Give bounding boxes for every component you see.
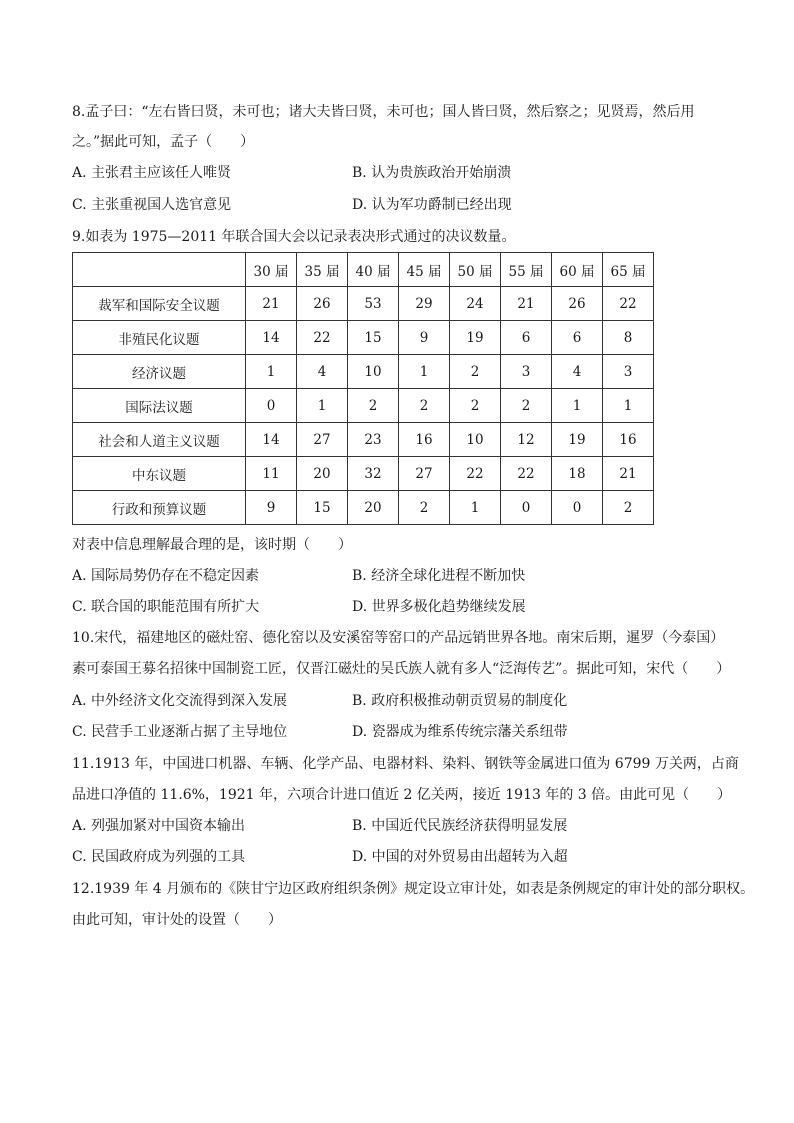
- table-cell: 2: [603, 491, 654, 525]
- table-row: [73, 321, 654, 355]
- table-cell: 6: [552, 321, 603, 355]
- table-cell: 14: [246, 321, 297, 355]
- table-cell: 1: [399, 355, 450, 389]
- row-label: 中东议题: [73, 457, 246, 491]
- table-cell: 6: [501, 321, 552, 355]
- table-cell: 12: [501, 423, 552, 457]
- table-cell: 2: [348, 389, 399, 423]
- table-header-cell: 30 届: [246, 253, 297, 287]
- table-cell: 10: [348, 355, 399, 389]
- q9-option-c[interactable]: C. 联合国的职能范围有所扩大: [72, 599, 260, 615]
- table-row: [73, 355, 654, 389]
- table-cell: 1: [552, 389, 603, 423]
- table-header-cell: 45 届: [399, 253, 450, 287]
- table-header-cell: 65 届: [603, 253, 654, 287]
- q10-option-b[interactable]: B. 政府积极推动朝贡贸易的制度化: [352, 693, 568, 709]
- table-cell: 2: [450, 355, 501, 389]
- table-cell: 21: [603, 457, 654, 491]
- table-header-cell: 55 届: [501, 253, 552, 287]
- table-row: [73, 423, 654, 457]
- table-cell: 9: [399, 321, 450, 355]
- table-cell: 20: [348, 491, 399, 525]
- table-row: [73, 491, 654, 525]
- table-cell: 3: [501, 355, 552, 389]
- q11-stem-line-2: 品进口净值的 11.6%，1921 年，六项合计进口值近 2 亿关两，接近 1913 年的 3 倍。由此可见（ ）: [72, 787, 732, 803]
- q11-option-b[interactable]: B. 中国近代民族经济获得明显发展: [352, 818, 568, 834]
- q11-stem-line-1: 11.1913 年，中国进口机器、车辆、化学产品、电器材料、染料、钢铁等金属进口值为 6799 万关两，占商: [72, 756, 739, 772]
- table-cell: 16: [399, 423, 450, 457]
- table-cell: 1: [246, 355, 297, 389]
- q11-option-a[interactable]: A. 列强加紧对中国资本输出: [72, 818, 246, 834]
- table-cell: 9: [246, 491, 297, 525]
- q11-option-d[interactable]: D. 中国的对外贸易由出超转为入超: [352, 849, 568, 865]
- table-cell: 16: [603, 423, 654, 457]
- row-label: 国际法议题: [73, 389, 246, 423]
- row-label: 非殖民化议题: [73, 321, 246, 355]
- table-cell: 8: [603, 321, 654, 355]
- table-header-cell: [73, 253, 246, 287]
- q12-stem-line-1: 12.1939 年 4 月颁布的《陕甘宁边区政府组织条例》规定设立审计处，如表是条例规定的审计处的部分职权。: [72, 881, 755, 897]
- table-cell: 22: [501, 457, 552, 491]
- q10-option-a[interactable]: A. 中外经济文化交流得到深入发展: [72, 693, 288, 709]
- q8-option-d[interactable]: D. 认为军功爵制已经出现: [352, 197, 512, 213]
- table-cell: 53: [348, 287, 399, 321]
- row-label: 经济议题: [73, 355, 246, 389]
- table-header-cell: 50 届: [450, 253, 501, 287]
- table-row: [73, 389, 654, 423]
- q8-stem-line-2: 之。”据此可知，孟子（ ）: [72, 134, 255, 150]
- table-cell: 0: [552, 491, 603, 525]
- table-cell: 11: [246, 457, 297, 491]
- table-cell: 19: [450, 321, 501, 355]
- q8-option-a[interactable]: A. 主张君主应该任人唯贤: [72, 165, 232, 181]
- resolutions-table: [72, 252, 654, 525]
- q8-option-c[interactable]: C. 主张重视国人选官意见: [72, 197, 232, 213]
- table-cell: 26: [297, 287, 348, 321]
- table-cell: 15: [297, 491, 348, 525]
- table-row: [73, 457, 654, 491]
- table-cell: 23: [348, 423, 399, 457]
- table-cell: 14: [246, 423, 297, 457]
- row-label: 社会和人道主义议题: [73, 423, 246, 457]
- table-cell: 29: [399, 287, 450, 321]
- table-row: [73, 287, 654, 321]
- table-cell: 2: [399, 491, 450, 525]
- table-cell: 27: [297, 423, 348, 457]
- table-cell: 26: [552, 287, 603, 321]
- table-cell: 22: [297, 321, 348, 355]
- q10-stem-line-2: 素可泰国王募名招徕中国制瓷工匠，仅晋江磁灶的吴氏族人就有多人“泛海传艺”。据此可知，宋代（ ）: [72, 661, 731, 677]
- table-header-cell: 60 届: [552, 253, 603, 287]
- table-cell: 2: [450, 389, 501, 423]
- q9-question: 对表中信息理解最合理的是，该时期（ ）: [72, 537, 352, 553]
- table-cell: 15: [348, 321, 399, 355]
- q9-option-d[interactable]: D. 世界多极化趋势继续发展: [352, 599, 526, 615]
- q10-option-d[interactable]: D. 瓷器成为维系传统宗藩关系纽带: [352, 724, 568, 740]
- row-label: 裁军和国际安全议题: [73, 287, 246, 321]
- table-cell: 27: [399, 457, 450, 491]
- table-cell: 22: [603, 287, 654, 321]
- table-cell: 4: [552, 355, 603, 389]
- table-cell: 1: [603, 389, 654, 423]
- table-cell: 18: [552, 457, 603, 491]
- q9-option-a[interactable]: A. 国际局势仍存在不稳定因素: [72, 568, 260, 584]
- table-cell: 19: [552, 423, 603, 457]
- table-cell: 22: [450, 457, 501, 491]
- q11-option-c[interactable]: C. 民国政府成为列强的工具: [72, 849, 246, 865]
- table-cell: 3: [603, 355, 654, 389]
- q10-option-c[interactable]: C. 民营手工业逐渐占据了主导地位: [72, 724, 288, 740]
- table-cell: 24: [450, 287, 501, 321]
- table-cell: 0: [501, 491, 552, 525]
- table-cell: 21: [246, 287, 297, 321]
- q12-stem-line-2: 由此可知，审计处的设置（ ）: [72, 912, 282, 928]
- q9-stem: 9.如表为 1975—2011 年联合国大会以记录表决形式通过的决议数量。: [72, 229, 516, 245]
- table-cell: 32: [348, 457, 399, 491]
- table-cell: 1: [297, 389, 348, 423]
- row-label: 行政和预算议题: [73, 491, 246, 525]
- table-cell: 10: [450, 423, 501, 457]
- table-cell: 1: [450, 491, 501, 525]
- q8-stem-line-1: 8.孟子曰：“左右皆曰贤，未可也；诸大夫皆曰贤，未可也；国人皆曰贤，然后察之；见贤焉，然后用: [72, 104, 695, 120]
- q10-stem-line-1: 10.宋代，福建地区的磁灶窑、德化窑以及安溪窑等窑口的产品远销世界各地。南宋后期，暹罗（今泰国）: [72, 630, 725, 646]
- table-header-cell: 40 届: [348, 253, 399, 287]
- table-cell: 20: [297, 457, 348, 491]
- table-cell: 0: [246, 389, 297, 423]
- q9-option-b[interactable]: B. 经济全球化进程不断加快: [352, 568, 526, 584]
- table-cell: 21: [501, 287, 552, 321]
- q8-option-b[interactable]: B. 认为贵族政治开始崩溃: [352, 165, 512, 181]
- table-cell: 2: [399, 389, 450, 423]
- table-header-cell: 35 届: [297, 253, 348, 287]
- table-cell: 4: [297, 355, 348, 389]
- table-cell: 2: [501, 389, 552, 423]
- table-header-row: [73, 253, 654, 287]
